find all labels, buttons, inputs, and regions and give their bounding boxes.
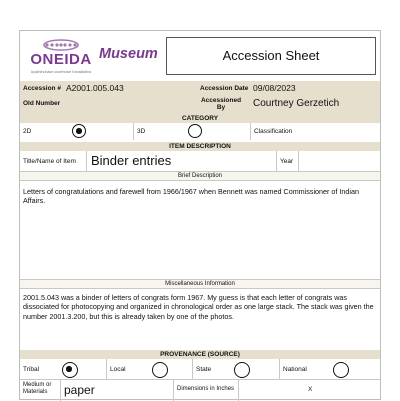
logo-name: ONEIDA <box>30 51 92 68</box>
classification-label: Classification <box>254 128 293 135</box>
accession-date-label: Accession Date <box>200 85 249 92</box>
accession-number-value[interactable]: A2001.005.043 <box>66 83 124 93</box>
accession-number-label: Accession # <box>23 85 61 92</box>
oneida-logo <box>30 37 92 81</box>
state-label: State <box>196 366 212 373</box>
old-number-label: Old Number <box>23 100 61 107</box>
logo-tagline: Ayakhinuhake ukwehuwe Kanaktatiha <box>30 70 92 74</box>
museum-label: Museum <box>99 46 158 62</box>
accessioned-by-value[interactable]: Courtney Gerzetich <box>253 98 340 109</box>
year-label: Year <box>280 158 294 165</box>
state-radio[interactable] <box>234 362 250 378</box>
title-label: Title/Name of Item <box>23 158 76 165</box>
brief-description-label: Brief Description <box>20 172 380 180</box>
local-radio[interactable] <box>152 362 168 378</box>
dimensions-separator: X <box>308 386 313 393</box>
medium-value[interactable]: paper <box>64 383 95 397</box>
sheet-title: Accession Sheet <box>222 48 320 63</box>
tribal-label: Tribal <box>23 366 40 373</box>
national-radio[interactable] <box>333 362 349 378</box>
tribal-radio[interactable] <box>62 362 78 378</box>
category-3d-label: 3D <box>137 128 146 135</box>
misc-info-text[interactable]: 2001.5.043 was a binder of letters of congrats form 1967. My guess is that each letter of congrats was dissociated for photocopying and organized in chronological order as one large stack. The stack was given the number 2001.3.200, but this is already taken by one of the photos. <box>23 293 374 321</box>
accession-date-value[interactable]: 09/08/2023 <box>253 83 296 93</box>
accessioned-by-label: Accessioned By <box>200 97 242 111</box>
category-3d-radio[interactable] <box>188 124 202 138</box>
category-header: CATEGORY <box>20 114 380 123</box>
category-2d-radio[interactable] <box>72 124 86 138</box>
provenance-header: PROVENANCE (SOURCE) <box>20 350 380 359</box>
national-label: National <box>283 366 307 373</box>
title-box <box>166 37 376 75</box>
item-description-header: ITEM DESCRIPTION <box>20 142 380 151</box>
title-value[interactable]: Binder entries <box>91 153 172 168</box>
local-label: Local <box>110 366 126 373</box>
logo-emblem-icon <box>41 37 81 51</box>
dimensions-label: Dimensions in Inches <box>177 386 235 392</box>
medium-label: Medium or Materials <box>23 382 52 395</box>
misc-info-label: Miscellaneous Information <box>20 280 380 288</box>
category-2d-label: 2D <box>23 128 32 135</box>
accession-sheet <box>19 30 381 400</box>
brief-description-text[interactable]: Letters of congratulations and farewell from 1966/1967 when Bennett was named Commissioner of Indian Affairs. <box>23 187 360 206</box>
